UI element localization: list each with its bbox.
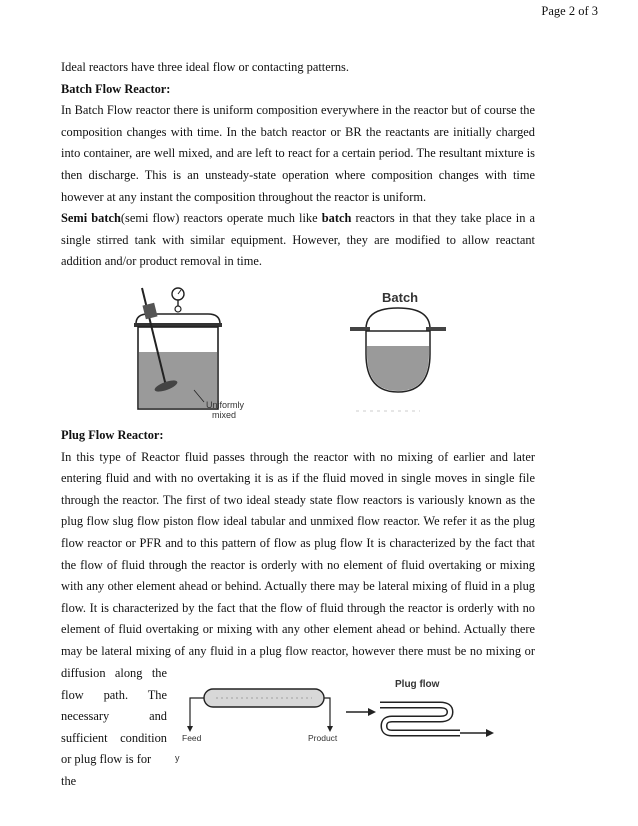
semi-batch-line: [61, 208, 535, 230]
narrow-text-column: [61, 663, 167, 793]
batch-heading: Batch Flow Reactor:: [61, 81, 171, 96]
narrow-line: sufficient condition: [61, 730, 167, 745]
plug-heading: Plug Flow Reactor:: [61, 427, 164, 442]
semi-batch-bold: Semi batch: [61, 211, 121, 226]
semi-batch-line: single stirred tank with similar equipment. However, they are modified to allow reactant: [61, 232, 535, 247]
plug-line: flow. It is characterized by the fact that the flow of fluid through the reactor is orderly with no: [61, 600, 535, 615]
batch-line: into container, are well mixed, and are left to react for a certain period. The resultant mixture is: [61, 146, 535, 161]
narrow-line: necessary and: [61, 709, 167, 724]
plug-flow-figure: [175, 675, 510, 763]
intro-text: Ideal reactors have three ideal flow or contacting patterns.: [61, 60, 349, 74]
plug-line: may be lateral mixing of any fluid in a plug flow reactor, however there must be no mixing or: [61, 643, 535, 658]
batch-bold: batch: [321, 211, 352, 226]
label-product: Product: [308, 733, 338, 743]
plug-line: flow reactor or PFR and to this pattern of flow as plug flow It is characterized by the fact that: [61, 535, 535, 550]
narrow-line: flow path. The: [61, 687, 167, 702]
plug-line: entering fluid and with no overtaking it is as if the fluid moved in single moves in single file: [61, 471, 535, 486]
semi-batch-text: (semi flow) reactors operate much like: [120, 211, 322, 226]
label-plug-flow: Plug flow: [395, 679, 440, 690]
batch-vessel-figure: [320, 284, 440, 414]
narrow-line-last: or plug flow is for the: [61, 752, 152, 788]
label-batch: Batch: [382, 290, 419, 305]
stirred-tank-figure: [128, 284, 258, 424]
label-feed: Feed: [182, 733, 202, 743]
narrow-line: diffusion along the: [61, 666, 167, 680]
plug-line: through the reactor. The first of two ideal steady state flow reactors is variously known as the: [61, 492, 535, 507]
batch-line: composition changes with time. In the batch reactor or BR the reactants are initially charged: [61, 124, 535, 139]
plug-line: In this type of Reactor fluid passes through the reactor with no mixing of earlier and later: [61, 449, 535, 464]
semi-batch-line-last: addition and/or product removal in time.: [61, 254, 262, 269]
batch-line: then discharge. This is an unsteady-state operation where composition changes with time: [61, 167, 535, 182]
plug-line: plug flow slug flow piston flow ideal tabular and unmixed flow reactor. We refer it as the plug: [61, 514, 535, 529]
batch-line: In Batch Flow reactor there is uniform composition everywhere in the reactor but of course the: [61, 103, 535, 118]
plug-line: the flow of fluid through the reactor is orderly with no element of fluid overtaking or mixing: [61, 557, 535, 572]
label-mixed: mixed: [212, 410, 237, 420]
label-uniformly: Uniformly: [206, 400, 245, 410]
batch-line-last: however at any instant the composition throughout the reactor is uniform.: [61, 189, 427, 204]
plug-line: with any other element ahead or behind. Actually there may be lateral mixing of fluid in a plug: [61, 579, 535, 594]
label-y: y: [175, 753, 180, 763]
plug-line: element of fluid overtaking or mixing with any other element ahead or behind. Actually there: [61, 622, 535, 637]
semi-batch-text: reactors in that they take place in a: [351, 211, 536, 226]
page-number: Page 2 of 3: [541, 4, 598, 18]
